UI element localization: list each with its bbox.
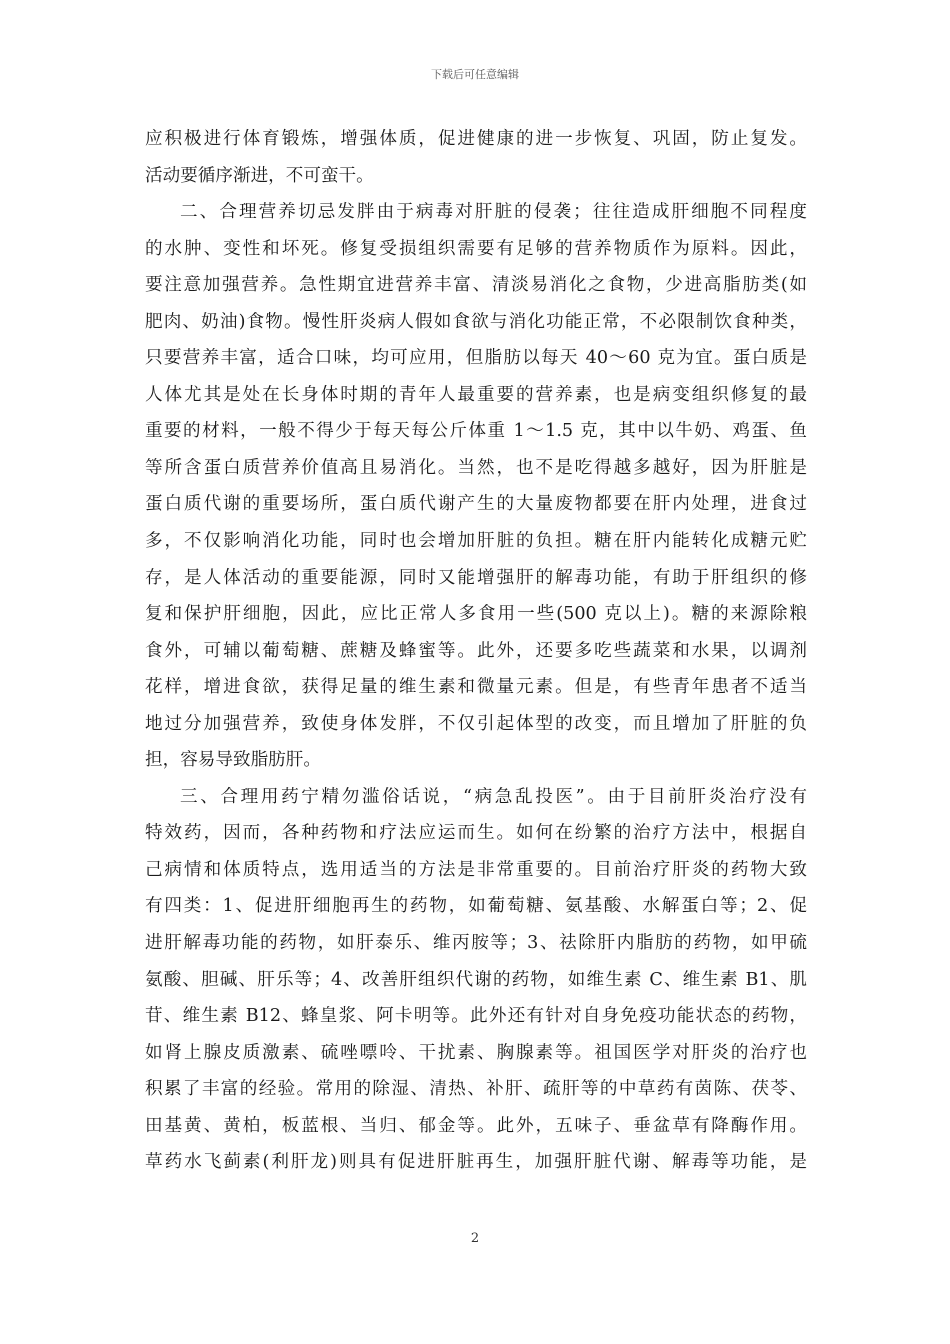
text-line: 的水肿、变性和坏死。修复受损组织需要有足够的营养物质作为原料。因此， — [145, 238, 807, 259]
text-line: 二、合理营养切忌发胖由于病毒对肝脏的侵袭；往往造成肝细胞不同程度 — [180, 202, 807, 223]
text-line: 积累了丰富的经验。常用的除湿、清热、补肝、疏肝等的中草药有茵陈、茯苓、 — [145, 1079, 807, 1100]
text-line: 草药水飞蓟素(利肝龙)则具有促进肝脏再生，加强肝脏代谢、解毒等功能，是 — [145, 1152, 807, 1173]
text-line: 己病情和体质特点，选用适当的方法是非常重要的。目前治疗肝炎的药物大致 — [145, 859, 807, 880]
text-line: 地过分加强营养，致使身体发胖，不仅引起体型的改变，而且增加了肝脏的负 — [145, 713, 807, 734]
text-line: 花样，增进食欲，获得足量的维生素和微量元素。但是，有些青年患者不适当 — [145, 677, 807, 698]
text-line: 氨酸、胆碱、肝乐等；4、改善肝组织代谢的药物，如维生素 C、维生素 B1、肌 — [145, 969, 807, 990]
text-line: 重要的材料，一般不得少于每天每公斤体重 1～1.5 克，其中以牛奶、鸡蛋、鱼 — [145, 421, 807, 442]
page-number: 2 — [470, 1231, 480, 1246]
text-line: 三、合理用药宁精勿滥俗话说，“病急乱投医”。由于目前肝炎治疗没有 — [180, 786, 807, 807]
text-line: 蛋白质代谢的重要场所，蛋白质代谢产生的大量废物都要在肝内处理，进食过 — [145, 494, 807, 515]
text-line: 要注意加强营养。急性期宜进营养丰富、清淡易消化之食物，少进高脂肪类(如 — [145, 275, 807, 296]
text-line: 苷、维生素 B12、蜂皇浆、阿卡明等。此外还有针对自身免疫功能状态的药物， — [145, 1006, 807, 1027]
text-line: 田基黄、黄柏，板蓝根、当归、郁金等。此外，五味子、垂盆草有降酶作用。 — [145, 1115, 807, 1136]
text-line: 多，不仅影响消化功能，同时也会增加肝脏的负担。糖在肝内能转化成糖元贮 — [145, 531, 807, 552]
text-line: 如肾上腺皮质激素、硫唑嘌呤、干扰素、胸腺素等。祖国医学对肝炎的治疗也 — [145, 1042, 807, 1063]
text-line: 活动要循序渐进，不可蛮干。 — [145, 165, 374, 186]
text-line: 担，容易导致脂肪肝。 — [145, 750, 321, 771]
text-line: 复和保护肝细胞，因此，应比正常人多食用一些(500 克以上)。糖的来源除粮 — [145, 604, 807, 625]
text-line: 肥肉、奶油)食物。慢性肝炎病人假如食欲与消化功能正常，不必限制饮食种类， — [145, 311, 807, 332]
text-line: 等所含蛋白质营养价值高且易消化。当然，也不是吃得越多越好，因为肝脏是 — [145, 457, 807, 478]
document-body — [145, 121, 807, 1181]
text-line: 存，是人体活动的重要能源，同时又能增强肝的解毒功能，有助于肝组织的修 — [145, 567, 807, 588]
text-line: 特效药，因而，各种药物和疗法应运而生。如何在纷繁的治疗方法中，根据自 — [145, 823, 807, 844]
text-line: 进肝解毒功能的药物，如肝泰乐、维丙胺等；3、祛除肝内脂肪的药物，如甲硫 — [145, 933, 807, 954]
text-line: 应积极进行体育锻炼，增强体质，促进健康的进一步恢复、巩固，防止复发。 — [145, 129, 807, 149]
text-line: 有四类：1、促进肝细胞再生的药物，如葡萄糖、氨基酸、水解蛋白等；2、促 — [145, 896, 807, 917]
text-line: 食外，可辅以葡萄糖、蔗糖及蜂蜜等。此外，还要多吃些蔬菜和水果，以调剂 — [145, 640, 807, 661]
page-header: 下载后可任意编辑 — [431, 68, 519, 81]
text-line: 只要营养丰富，适合口味，均可应用，但脂肪以每天 40～60 克为宜。蛋白质是 — [145, 348, 807, 369]
text-line: 人体尤其是处在长身体时期的青年人最重要的营养素，也是病变组织修复的最 — [145, 384, 807, 405]
